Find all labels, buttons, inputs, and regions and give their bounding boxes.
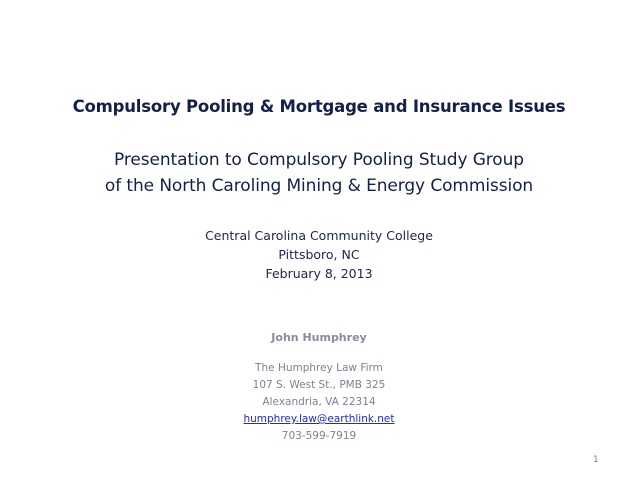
presenter-email-link[interactable]: humphrey.law@earthlink.net (243, 413, 395, 425)
presenter-name: John Humphrey (271, 331, 367, 344)
presenter-street: 107 S. West St., PMB 325 (252, 379, 386, 391)
page-number: 1 (593, 455, 599, 465)
presenter-city: Alexandria, VA 22314 (262, 396, 376, 408)
presenter-phone: 703-599-7919 (281, 430, 357, 442)
subtitle-line-2: of the North Caroling Mining & Energy Commission (104, 176, 534, 196)
venue-location: Pittsboro, NC (278, 247, 360, 262)
venue-name: Central Carolina Community College (205, 228, 433, 243)
slide-title: Compulsory Pooling & Mortgage and Insurance Issues (72, 97, 566, 116)
presentation-date: February 8, 2013 (265, 266, 373, 281)
subtitle-line-1: Presentation to Compulsory Pooling Study Group (114, 150, 524, 170)
presenter-firm: The Humphrey Law Firm (255, 362, 383, 374)
